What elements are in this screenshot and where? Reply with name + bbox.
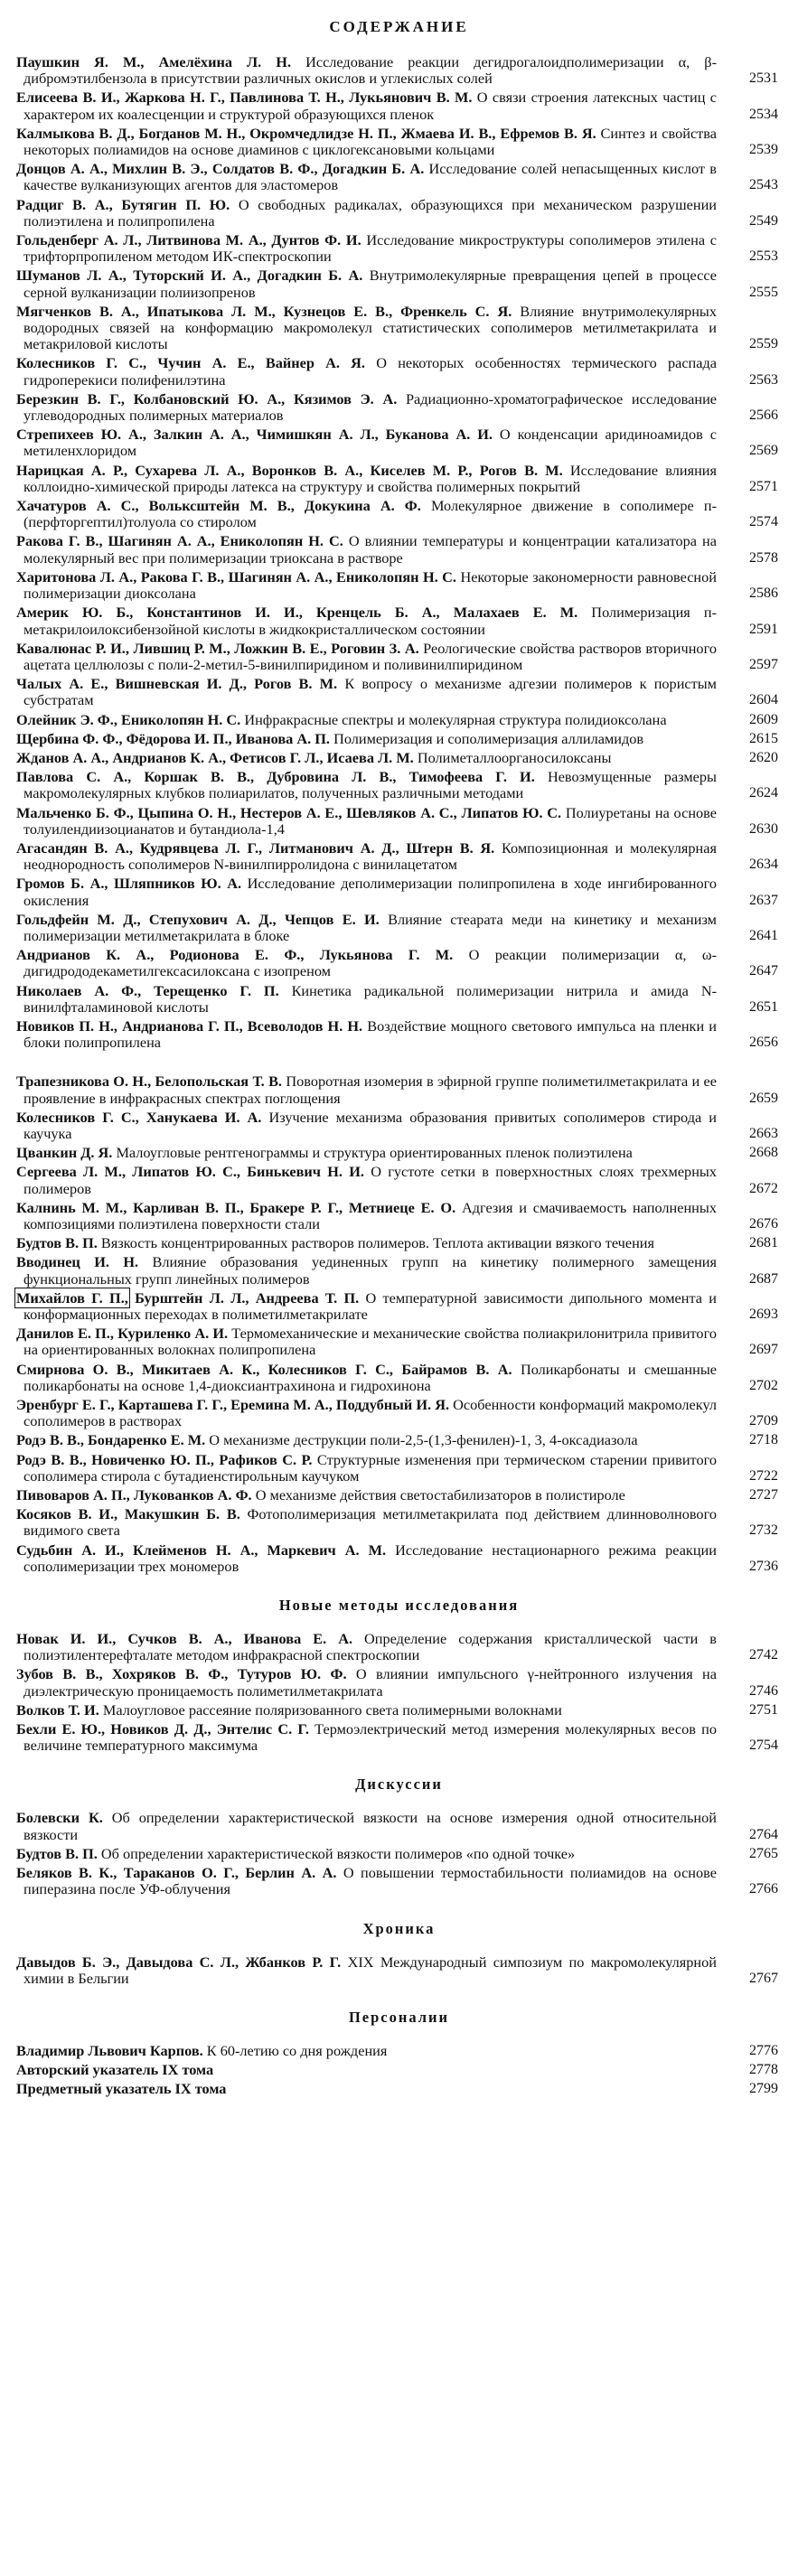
entry-authors: Стрепихеев Ю. А., Залкин А. А., Чимишкян А. Л., Буканова А. И.: [16, 426, 493, 444]
entry-authors: Америк Ю. Б., Константинов И. И., Кренцель Б. А., Малахаев Е. М.: [16, 604, 578, 622]
toc-entry: [16, 463, 794, 495]
entry-title: О повышении термостабильности полиамидов на основе пиперазина после УФ-облучения: [23, 1864, 717, 1898]
entry-text: [16, 1145, 717, 1161]
entry-authors: Родэ В. В., Новиченко Ю. П., Рафиков С. Р.: [16, 1450, 313, 1468]
entry-text: [16, 89, 717, 122]
entry-title: О влиянии импульсного γ-нейтронного излучения на диэлектрическую проницаемость полиметилметакрилата: [23, 1665, 717, 1700]
page-number: 2534: [749, 106, 778, 122]
entry-title: Молекулярное движение в сополимере п-(перфторгептил)толуола со стиролом: [23, 497, 718, 531]
entry-title: Кинетика радикальной полимеризации нитрила и амида N-винилфталаминовой кислоты: [23, 981, 717, 1016]
entry-text: [16, 1810, 717, 1842]
toc-entry: [16, 267, 794, 300]
entry-authors: Щербина Ф. Ф., Фёдорова И. П., Иванова А. П.: [16, 729, 331, 747]
page-number: 2609: [749, 711, 778, 727]
entry-title: Термомеханические и механические свойства полиакрилонитрила привитого на ориентированных волокнах полипропилена: [23, 1325, 717, 1359]
toc-entry: [16, 1235, 794, 1251]
page-number: 2569: [749, 443, 778, 459]
toc-entry: [16, 1631, 794, 1663]
entry-text: [16, 161, 717, 193]
page-number: 2578: [749, 549, 778, 566]
entry-authors: Шуманов Л. А., Туторский И. А., Догадкин Б. А.: [16, 267, 363, 285]
toc-entry: [16, 604, 794, 637]
toc-entry: [16, 1810, 794, 1842]
entry-authors-rest: Бурштейн Л. Л., Андреева Т. П.: [127, 1288, 360, 1307]
entry-authors: Мальченко Б. Ф., Цыпина О. Н., Нестеров А. Е., Шевляков А. С., Липатов Ю. С.: [16, 803, 562, 821]
entry-text: [16, 1164, 717, 1196]
page-number: 2687: [749, 1270, 778, 1287]
entry-title: Термоэлектрический метод измерения молекулярных весов по величине температурного максимума: [23, 1720, 717, 1755]
entry-text: [16, 197, 717, 229]
entry-text: [16, 1666, 717, 1699]
entry-title: Определение содержания кристаллической части в полиэтилентерефталате методом инфракрасной спектроскопии: [23, 1630, 717, 1664]
toc-entry: [16, 2043, 794, 2059]
entry-text: [16, 569, 717, 602]
page-number: 2732: [749, 1522, 778, 1539]
entry-title: Исследование влияния коллоидно-химической природы латекса на структуру и свойства полимерных покрытий: [23, 461, 717, 495]
toc-entry: [16, 1362, 794, 1394]
entry-title: К 60-летию со дня рождения: [202, 2041, 388, 2059]
toc-entry: [16, 1432, 794, 1448]
page-number: 2637: [749, 892, 778, 908]
entry-title: Полиуретаны на основе толуилендиизоцианатов и бутандиола-1,4: [23, 803, 717, 838]
entry-text: [16, 805, 717, 838]
page-number: 2742: [749, 1647, 778, 1663]
page-number: 2630: [749, 820, 778, 837]
toc-entry: [16, 1397, 794, 1429]
entry-authors: Николаев А. Ф., Терещенко Г. П.: [16, 981, 279, 999]
entry-title: О механизме действия светостабилизаторов в полистироле: [251, 1486, 625, 1504]
page-number: 2553: [749, 248, 778, 265]
page-number: 2766: [749, 1881, 778, 1897]
entry-authors: Радциг В. А., Бутягин П. Ю.: [16, 195, 230, 213]
entry-authors: Колесников Г. С., Чучин А. Е., Вайнер А. Я.: [16, 354, 365, 372]
entry-title: Невозмущенные размеры макромолекулярных клубков полиарилатов, полученных различными методами: [23, 768, 717, 802]
entry-text: [16, 1397, 717, 1429]
entry-text: [16, 2043, 717, 2059]
page-number: 2672: [749, 1180, 778, 1196]
entry-text: [16, 54, 717, 87]
toc-entry: [16, 391, 794, 424]
entry-title: О влиянии температуры и концентрации катализатора на молекулярный вес при полимеризации триоксана в растворе: [23, 532, 717, 567]
entry-title: О густоте сетки в поверхностных слоях трехмерных полимеров: [23, 1163, 717, 1197]
page-number: 2778: [749, 2062, 778, 2078]
entry-title: Структурные изменения при термическом старении привитого сополимера стирола с бутадиенстирольным каучуком: [23, 1450, 717, 1485]
toc-entry: [16, 1290, 794, 1323]
entry-text: [16, 876, 717, 908]
page-number: 2746: [749, 1682, 778, 1699]
toc-entry: [16, 1542, 794, 1575]
entry-title: К вопросу о механизме адгезии полимеров к пористым субстратам: [23, 675, 717, 709]
entry-authors: Андрианов К. А., Родионова Е. Ф., Лукьянова Г. М.: [16, 946, 454, 964]
toc-entry: [16, 355, 794, 388]
page-number: 2591: [749, 621, 778, 637]
entry-text: [16, 533, 717, 566]
entry-authors: Агасандян В. А., Кудрявцева Л. Г., Литманович А. Д., Штерн В. Я.: [16, 838, 495, 857]
entry-text: [16, 1542, 717, 1575]
entry-authors: Новак И. И., Сучков В. А., Иванова Е. А.: [16, 1630, 353, 1648]
entry-text: [16, 355, 717, 388]
toc-entry: [16, 1506, 794, 1539]
entry-authors: Чалых А. Е., Вишневская И. Д., Рогов В. М.: [16, 675, 338, 693]
entry-authors: Судьбин А. И., Клейменов Н. А., Маркевич А. М.: [16, 1541, 387, 1559]
entry-title: Изучение механизма образования привитых сополимеров стирода и каучука: [23, 1108, 717, 1142]
page-number: 2736: [749, 1558, 778, 1574]
entry-text: [16, 1631, 717, 1663]
entry-authors: Владимир Львович Карпов.: [16, 2041, 203, 2059]
section-heading: Дискуссии: [355, 1775, 443, 1794]
entry-title: Влияние внутримолекулярных водородных связей на конформацию макромолекул статистических сополимеров метилметакрилата и метакриловой кислоты: [23, 302, 718, 353]
page-number: 2727: [749, 1487, 778, 1503]
entry-title: Исследование микроструктуры сополимеров этилена с трифторпропиленом методом ИК-спектроскопии: [23, 231, 718, 266]
page-number: 2776: [749, 2042, 778, 2058]
entry-text: [16, 1865, 717, 1897]
page-number: 2651: [749, 998, 778, 1015]
entry-authors: Бехли Е. Ю., Новиков Д. Д., Энтелис С. Г.: [16, 1720, 309, 1738]
entry-text: [16, 769, 717, 801]
page-number: 2668: [749, 1145, 778, 1161]
entry-title: Воздействие мощного светового импульса на пленки и блоки полипропилена: [23, 1016, 717, 1052]
entry-title: Вязкость концентрированных растворов полимеров. Теплота активации вязкого течения: [97, 1234, 654, 1252]
page-number: 2647: [749, 963, 778, 979]
entry-title: Адгезия и смачиваемость наполненных композициями полиэтилена поверхности стали: [23, 1198, 717, 1232]
page-number: 2634: [749, 857, 778, 873]
entry-authors: Сергеева Л. М., Липатов Ю. С., Бинькевич Н. И.: [16, 1163, 364, 1181]
entry-title: Полимеризация п-метакрилоилоксибензойной кислоты в жидкокристаллическом состоянии: [23, 604, 717, 638]
entry-authors: Харитонова Л. А., Ракова Г. В., Шагинян А. А., Ениколопян Н. С.: [16, 567, 456, 585]
entry-authors: Елисеева В. И., Жаркова Н. Г., Павлинова Т. Н., Лукьянович В. М.: [16, 89, 473, 107]
entry-title: О температурной зависимости дипольного момента и конформационных переходах в полиметилметакрилате: [23, 1288, 717, 1324]
entry-authors: Мягченков В. А., Ипатыкова Л. М., Кузнецов Е. В., Френкель С. Я.: [16, 302, 512, 320]
page-number: 2676: [749, 1216, 778, 1232]
entry-authors: Будтов В. П.: [16, 1844, 98, 1862]
entry-title: Исследование нестационарного режима реакции сополимеризации трех мономеров: [23, 1541, 717, 1575]
toc-entry: [16, 426, 794, 459]
page-number: 2604: [749, 692, 778, 708]
entry-title: Инфракрасные спектры и молекулярная структура полидиоксолана: [240, 710, 667, 728]
entry-authors: Давыдов Б. Э., Давыдова С. Л., Жбанков Р. Г.: [16, 1953, 342, 1971]
page-title: СОДЕРЖАНИЕ: [329, 18, 469, 35]
page-number: 2765: [749, 1845, 778, 1861]
entry-authors: Громов Б. А., Шляпников Ю. А.: [16, 875, 242, 893]
toc-entry: [16, 731, 794, 747]
entry-text: [16, 1254, 717, 1287]
toc-entry: [16, 1073, 794, 1106]
section-heading: Персоналии: [348, 2008, 450, 2026]
entry-authors: Ракова Г. В., Шагинян А. А., Ениколопян Н. С.: [16, 532, 343, 550]
entry-authors: Зубов В. В., Хохряков В. Ф., Тутуров Ю. Ф.: [16, 1665, 347, 1683]
entry-authors: Болевски К.: [16, 1809, 103, 1827]
entry-title: О некоторых особенностях термического распада гидроперекиси полифенилэтина: [23, 354, 717, 389]
entry-text: [16, 1432, 717, 1448]
entry-text: [16, 1362, 717, 1394]
entry-title: Влияние стеарата меди на кинетику и механизм полимеризации метилметакрилата в блоке: [23, 910, 717, 944]
entry-text: [16, 2062, 717, 2078]
entry-title: Исследование деполимеризации полипропилена в ходе ингибированного окисления: [23, 875, 718, 909]
page-number: 2718: [749, 1432, 778, 1448]
toc-entry: [16, 1452, 794, 1485]
entry-authors: Вводинец И. Н.: [16, 1253, 139, 1271]
page-number: 2693: [749, 1307, 778, 1323]
entry-title: О реакции полимеризации α, ω-дигидрододекаметилгексасилоксана с изопреном: [23, 946, 717, 980]
entry-authors: Цванкин Д. Я.: [16, 1144, 113, 1162]
toc-entry: [16, 1110, 794, 1142]
page-number: 2543: [749, 177, 778, 193]
toc-entry: [16, 1164, 794, 1196]
entry-text: [16, 983, 717, 1016]
entry-text: [16, 1235, 717, 1251]
entry-text: [16, 1954, 717, 1987]
entry-authors: Паушкин Я. М., Амелёхина Л. Н.: [16, 53, 292, 70]
page-number: 2566: [749, 407, 778, 424]
page-number: 2702: [749, 1377, 778, 1393]
entry-text: [16, 1290, 717, 1323]
entry-title: Об определении характеристической вязкости полимеров «по одной точке»: [97, 1844, 576, 1862]
toc-entry: [16, 1865, 794, 1897]
entries-list: [16, 54, 794, 2101]
entry-title: Исследование солей непасыщенных кислот в качестве вулканизующих агентов для эластомеров: [23, 160, 717, 194]
page-number: 2615: [749, 730, 778, 746]
toc-entry: [16, 1702, 794, 1719]
entry-text: [16, 2081, 717, 2097]
toc-entry: [16, 1145, 794, 1161]
entry-authors: Авторский указатель IX тома: [16, 2061, 214, 2079]
page-number: 2767: [749, 1970, 778, 1986]
entry-authors: Беляков В. К., Тараканов О. Г., Берлин А. А.: [16, 1864, 337, 1882]
entry-authors: Павлова С. А., Коршак В. В., Дубровина Л. В., Тимофеева Г. И.: [16, 768, 535, 786]
entry-title: Синтез и свойства некоторых полиамидов на основе диаминов с циклогексановыми кольцами: [23, 124, 717, 159]
entry-title: Полиметаллоорганосилоксаны: [413, 748, 612, 766]
entry-title: Особенности конформаций макромолекул сополимеров в растворах: [23, 1396, 718, 1430]
toc-entry: [16, 533, 794, 566]
entry-text: [16, 731, 717, 747]
entry-text: [16, 126, 717, 158]
toc-entry: [16, 2081, 794, 2097]
entry-title: Поликарбонаты и смешанные поликарбонаты на основе 1,4-диоксиантрахинона и гидрохинона: [23, 1360, 717, 1394]
entry-authors: Смирнова О. В., Микитаев А. К., Колесников Г. С., Байрамов В. А.: [16, 1360, 512, 1378]
toc-entry: [16, 2062, 794, 2078]
page-number: 2681: [749, 1235, 778, 1251]
page-number: 2754: [749, 1738, 778, 1754]
toc-entry: [16, 1018, 794, 1051]
page-number: 2539: [749, 142, 778, 158]
entry-text: [16, 267, 717, 300]
boxed-author: Михайлов Г. П.,: [16, 1288, 128, 1307]
entry-title: О связи строения латексных частиц с характером их коалесценции и структурой образующихся пленок: [23, 89, 717, 123]
toc-entry: [16, 304, 794, 353]
page-number: 2574: [749, 514, 778, 530]
toc-entry: [16, 89, 794, 122]
toc-entry: [16, 840, 794, 873]
entry-title: Фотополимеризация метилметакрилата под действием длинноволнового видимого света: [23, 1505, 717, 1540]
entry-text: [16, 1110, 717, 1142]
entry-authors: Калнинь М. М., Карливан В. П., Бракере Р. Г., Метниеце Е. О.: [16, 1198, 456, 1216]
page-number: 2559: [749, 336, 778, 352]
entry-text: [16, 1018, 717, 1051]
toc-entry: [16, 1487, 794, 1503]
entry-title: О свободных радикалах, образующихся при механическом разрушении полиэтилена и полипропилена: [23, 195, 717, 229]
entry-authors: Хачатуров А. С., Вольксштейн М. В., Докукина А. Ф.: [16, 497, 421, 515]
entry-text: [16, 1487, 717, 1503]
toc-entry: [16, 876, 794, 908]
toc-entry: [16, 569, 794, 602]
entry-text: [16, 912, 717, 944]
toc-entry: [16, 197, 794, 229]
entry-text: [16, 1721, 717, 1754]
section-heading: Новые методы исследования: [278, 1597, 520, 1615]
entry-authors: Донцов А. А., Михлин В. Э., Солдатов В. Ф., Догадкин Б. А.: [16, 160, 425, 178]
entry-text: [16, 641, 717, 673]
toc-entry: [16, 769, 794, 801]
entry-title: Об определении характеристической вязкости на основе измерения одной относительной вязкости: [23, 1809, 717, 1843]
page-number: 2663: [749, 1125, 778, 1141]
toc-entry: [16, 1666, 794, 1699]
entry-title: Внутримолекулярные превращения цепей в процессе серной вулканизации полиизопренов: [23, 267, 717, 301]
entry-text: [16, 304, 717, 353]
entry-authors: Волков Т. И.: [16, 1700, 99, 1719]
entry-text: [16, 232, 717, 265]
entry-title: Реологические свойства растворов вторичного ацетата целлюлозы с поли-2-метил-5-винилпиридином и поливинилпиридином: [23, 639, 717, 673]
section-gap: [16, 1054, 794, 1073]
toc-entry: [16, 498, 794, 530]
entry-title: О конденсации аридиноамидов с метиленхлоридом: [23, 426, 717, 460]
entry-title: Композиционная и молекулярная неоднородность сополимеров N-винилпирролидона с винилацетатом: [23, 838, 717, 874]
page-number: 2656: [749, 1035, 778, 1051]
page-number: 2531: [749, 70, 778, 87]
toc-entry: [16, 1846, 794, 1862]
entry-title: Влияние образования уединенных групп на кинетику полимерного замещения функциональных групп линейных полимеров: [23, 1253, 717, 1288]
entry-authors: Олейник Э. Ф., Ениколопян Н. С.: [16, 710, 241, 728]
entry-authors: Кавалюнас Р. И., Лившиц Р. М., Ложкин В. Е., Роговин З. А.: [16, 639, 419, 657]
page-number: 2624: [749, 785, 778, 801]
entry-title: Некоторые закономерности равновесной полимеризации диоксолана: [23, 567, 717, 603]
page-number: 2764: [749, 1826, 778, 1842]
entry-text: [16, 750, 717, 766]
entry-authors: Колесников Г. С., Ханукаева И. А.: [16, 1108, 262, 1126]
toc-entry: [16, 983, 794, 1016]
toc-entry: [16, 126, 794, 158]
toc-entry: [16, 1325, 794, 1358]
entry-text: [16, 463, 717, 495]
toc-entry: [16, 1954, 794, 1987]
entry-title: Поворотная изомерия в эфирной группе полиметилметакрилата и ее проявление в инфракрасных спектрах поглощения: [23, 1073, 717, 1107]
page-number: 2555: [749, 284, 778, 300]
toc-entry: [16, 712, 794, 728]
entry-authors: Трапезникова О. Н., Белопольская Т. В.: [16, 1073, 283, 1091]
entry-authors: Нарицкая А. Р., Сухарева Л. А., Воронков В. А., Киселев М. Р., Рогов В. М.: [16, 461, 563, 479]
entry-title: Исследование реакции дегидрогалоидполимеризации α, β-дибромэтилбензола в присутствии различных окислов и углекислых солей: [23, 53, 717, 88]
page-number: 2697: [749, 1342, 778, 1358]
entry-authors: [16, 1289, 359, 1307]
page-number: 2751: [749, 1701, 778, 1718]
toc-entry: [16, 641, 794, 673]
entry-authors: Эренбург Е. Г., Карташева Г. Г., Еремина М. А., Поддубный И. Я.: [16, 1396, 450, 1414]
entry-text: [16, 1200, 717, 1232]
entry-text: [16, 391, 717, 424]
page-number: 2571: [749, 478, 778, 494]
toc-entry: [16, 1254, 794, 1287]
entry-text: [16, 1325, 717, 1358]
page-number: 2799: [749, 2081, 778, 2097]
toc-entry: [16, 1200, 794, 1232]
entry-title: XIX Международный симпозиум по макромолекулярной химии в Бельгии: [23, 1953, 717, 1987]
page-number: 2641: [749, 927, 778, 943]
toc-entry: [16, 912, 794, 944]
entry-text: [16, 1846, 717, 1862]
page-number: 2586: [749, 585, 778, 602]
toc-entry: [16, 54, 794, 87]
entry-authors: Предметный указатель IX тома: [16, 2080, 227, 2098]
page-number: 2563: [749, 371, 778, 388]
page-number: 2549: [749, 212, 778, 229]
entry-text: [16, 604, 717, 637]
toc-entry: [16, 676, 794, 708]
entry-text: [16, 1452, 717, 1485]
entry-title: Малоугловые рентгенограммы и структура ориентированных пленок полиэтилена: [112, 1144, 633, 1162]
toc-entry: [16, 750, 794, 766]
toc-entry: [16, 232, 794, 265]
entry-authors: Березкин В. Г., Колбановский Ю. А., Кязимов Э. А.: [16, 389, 398, 407]
entry-text: [16, 712, 717, 728]
entry-text: [16, 840, 717, 873]
entry-text: [16, 1702, 717, 1719]
entry-text: [16, 947, 717, 979]
page-number: 2597: [749, 656, 778, 672]
page-number: 2659: [749, 1090, 778, 1106]
section-heading: Хроника: [362, 1919, 436, 1937]
entry-text: [16, 1506, 717, 1539]
entry-text: [16, 1073, 717, 1106]
entry-text: [16, 676, 717, 708]
entry-authors: Пивоваров А. П., Лукованков А. Ф.: [16, 1486, 252, 1504]
entry-authors: Будтов В. П.: [16, 1234, 98, 1252]
page-number: 2709: [749, 1413, 778, 1429]
entry-authors: Жданов А. А., Андрианов К. А., Фетисов Г. Л., Исаева Л. М.: [16, 748, 414, 766]
entry-title: Малоугловое рассеяние поляризованного света полимерными волокнами: [99, 1700, 562, 1719]
entry-authors: Данилов Е. П., Куриленко А. И.: [16, 1325, 229, 1343]
page-number: 2722: [749, 1467, 778, 1484]
entry-authors: Гольденберг А. Л., Литвинова М. А., Дунтов Ф. И.: [16, 231, 361, 249]
page-number: 2620: [749, 749, 778, 765]
entry-authors: Родэ В. В., Бондаренко Е. М.: [16, 1431, 206, 1449]
toc-entry: [16, 805, 794, 838]
entry-title: Полимеризация и сополимеризация аллиламидов: [330, 729, 644, 747]
entry-authors: Новиков П. Н., Андрианова Г. П., Всеволодов Н. Н.: [16, 1016, 363, 1035]
entry-text: [16, 498, 717, 530]
toc-entry: [16, 161, 794, 193]
toc-entry: [16, 1721, 794, 1754]
toc-entry: [16, 947, 794, 979]
entry-text: [16, 426, 717, 459]
entry-title: О механизме деструкции поли-2,5-(1,3-фенилен)-1, 3, 4-оксадиазола: [205, 1431, 638, 1449]
entry-authors: Калмыкова В. Д., Богданов М. Н., Окромчедлидзе Н. П., Жмаева И. В., Ефремов В. Я.: [16, 124, 596, 142]
entry-authors: Гольдфейн М. Д., Степухович А. Д., Чепцов Е. И.: [16, 910, 380, 928]
entry-authors: Косяков В. И., Макушкин Б. В.: [16, 1505, 240, 1523]
entry-title: Радиационно-хроматографическое исследование углеводородных полимерных материалов: [23, 389, 718, 425]
